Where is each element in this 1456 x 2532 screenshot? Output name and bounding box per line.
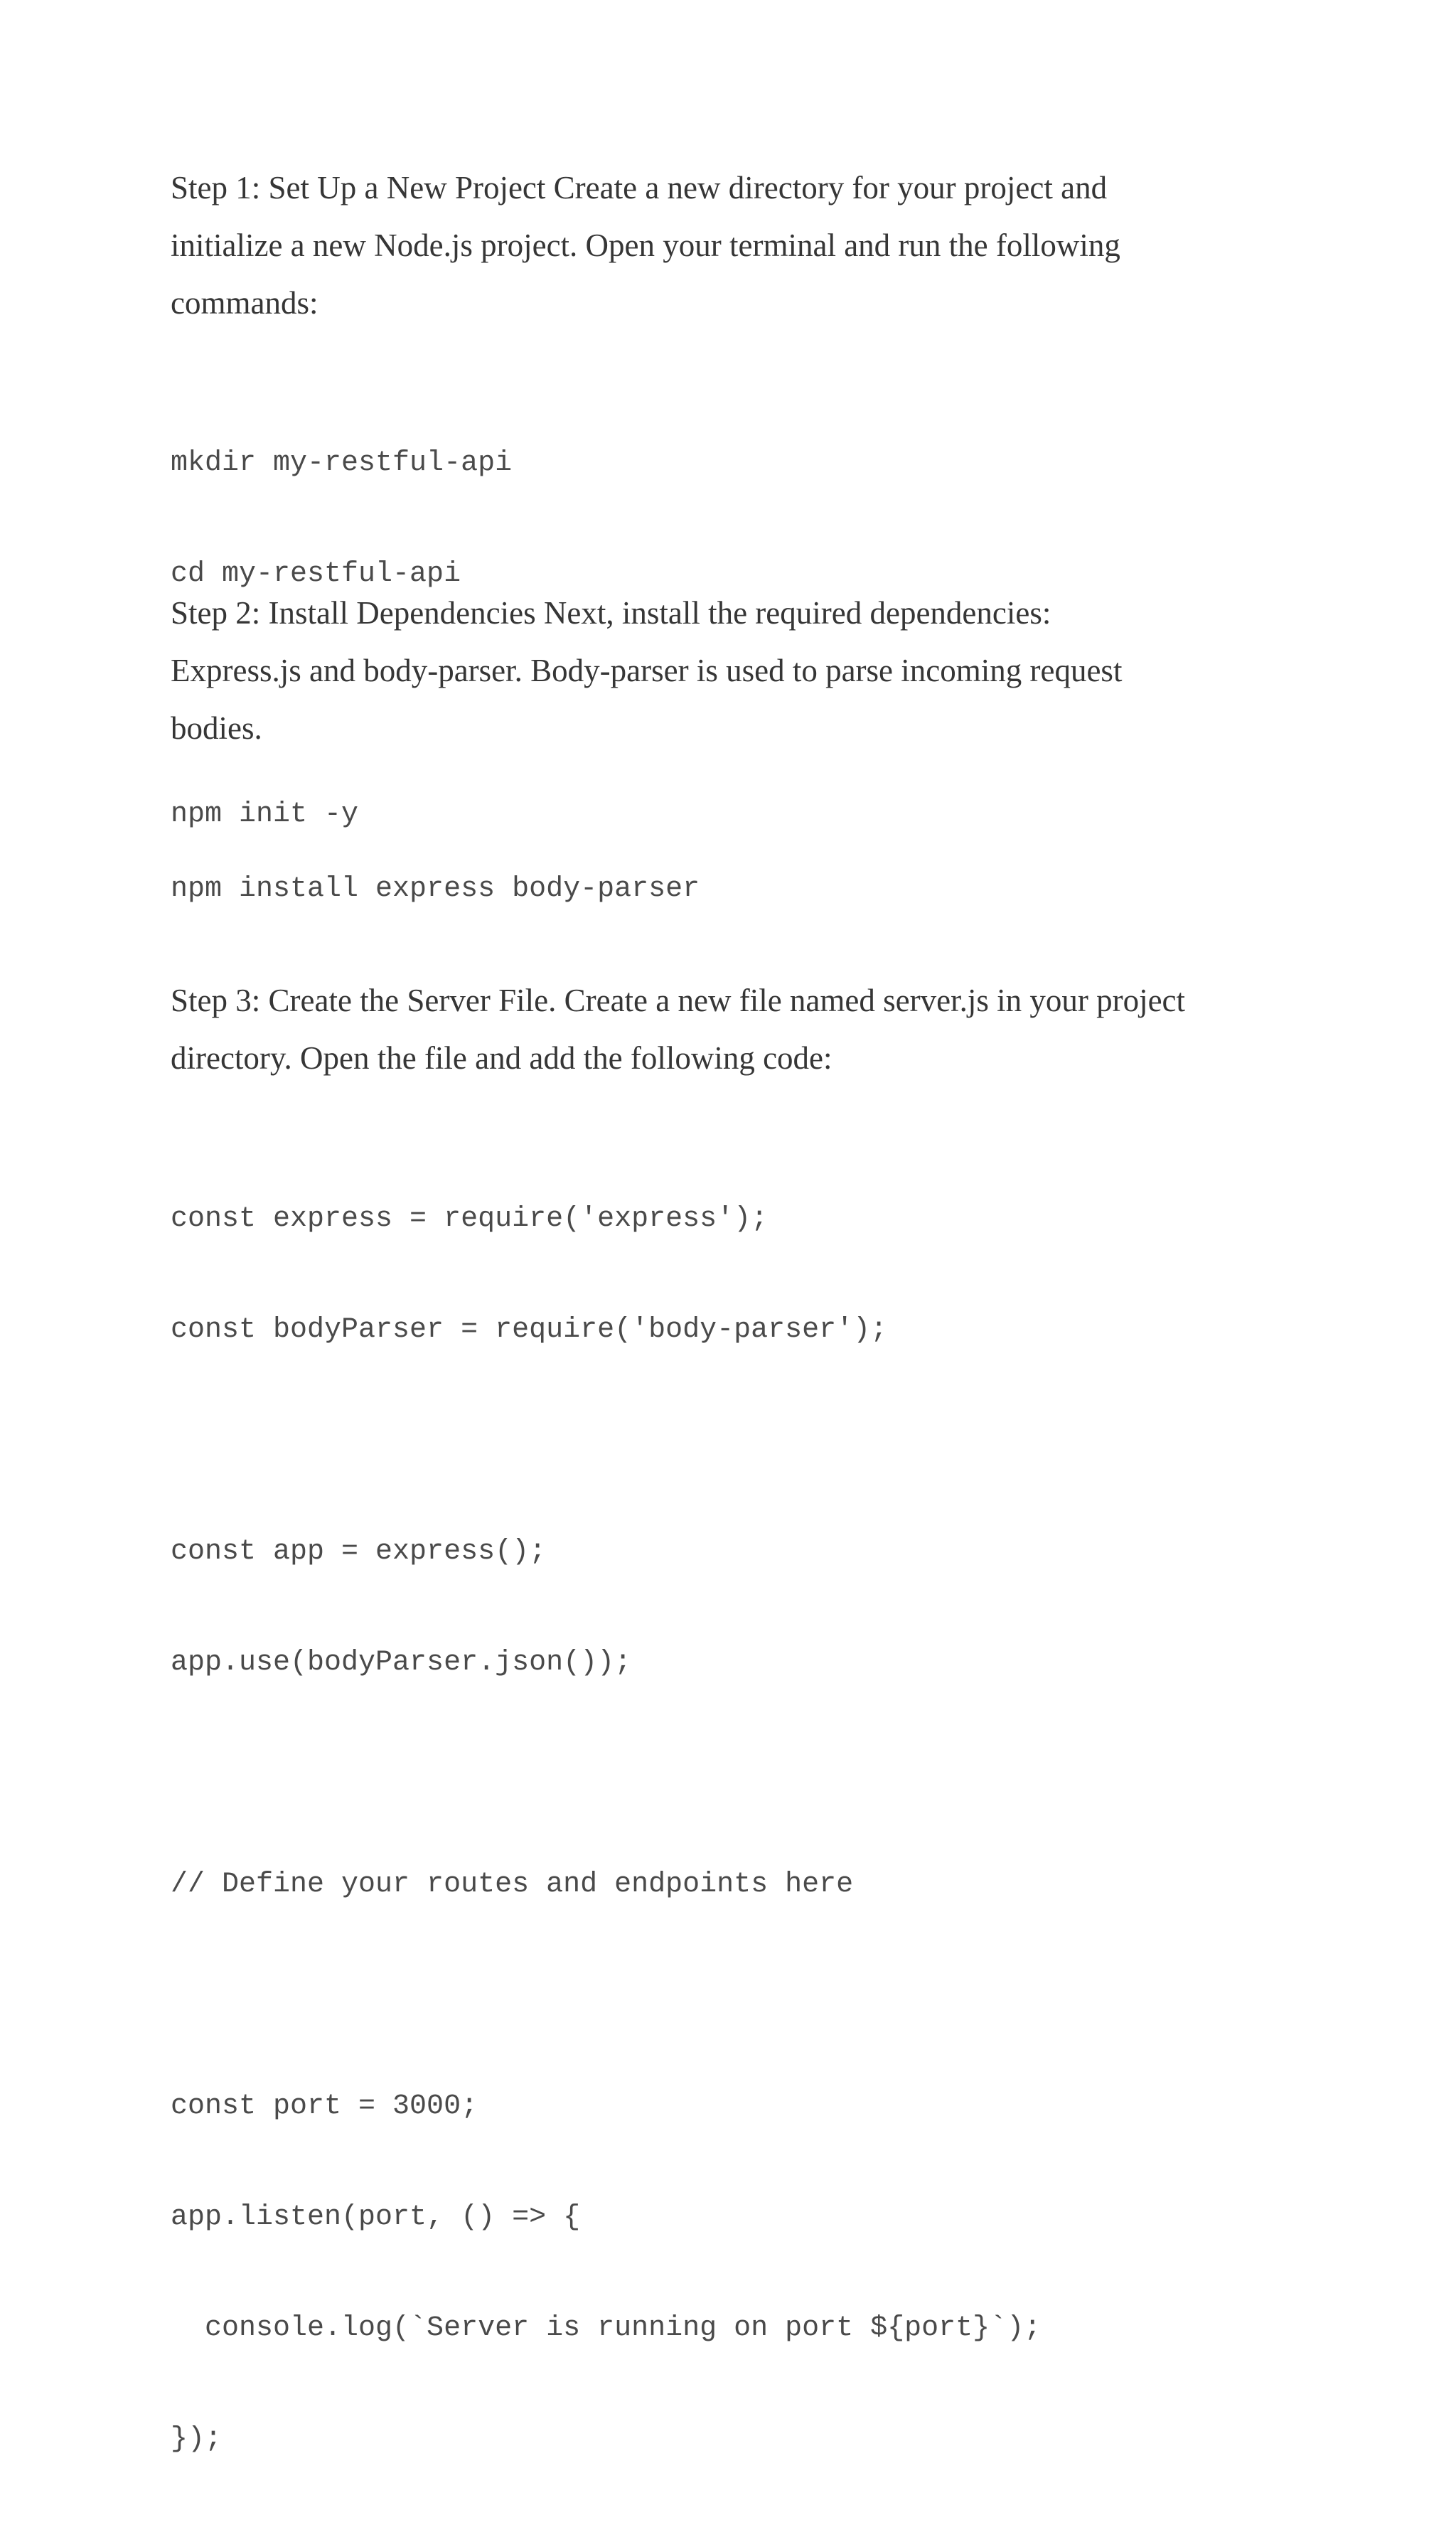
paragraph-line: initialize a new Node.js project. Open your terminal and run the following bbox=[171, 228, 1120, 263]
step-3-paragraph bbox=[171, 972, 1185, 1087]
step-1-paragraph bbox=[171, 159, 1120, 332]
paragraph-line: bodies. bbox=[171, 710, 262, 746]
code-line: const express = require('express'); bbox=[171, 1203, 769, 1235]
code-line: npm install express body-parser bbox=[171, 873, 700, 905]
code-block-server-js bbox=[171, 1127, 1041, 2532]
paragraph-line: Step 3: Create the Server File. Create a new file named server.js in your project bbox=[171, 983, 1186, 1018]
code-line bbox=[171, 1756, 1041, 1793]
code-line: // Define your routes and endpoints here bbox=[171, 1869, 854, 1901]
paragraph-line: Step 2: Install Dependencies Next, install the required dependencies: bbox=[171, 595, 1051, 631]
code-line: console.log(`Server is running on port ${port}`); bbox=[171, 2312, 1042, 2344]
code-line: app.listen(port, () => { bbox=[171, 2201, 581, 2233]
code-line bbox=[171, 1423, 1041, 1460]
code-line: }); bbox=[171, 2423, 223, 2455]
code-line: app.use(bodyParser.json()); bbox=[171, 1647, 632, 1679]
paragraph-line: Express.js and body-parser. Body-parser is used to parse incoming request bbox=[171, 653, 1123, 688]
paragraph-line: commands: bbox=[171, 285, 318, 321]
code-line bbox=[171, 1977, 1041, 2014]
paragraph-line: Step 1: Set Up a New Project Create a new directory for your project and bbox=[171, 170, 1108, 205]
step-2-paragraph bbox=[171, 584, 1122, 757]
code-line: const port = 3000; bbox=[171, 2090, 478, 2122]
code-line: npm init -y bbox=[171, 798, 359, 830]
code-line: const app = express(); bbox=[171, 1536, 547, 1568]
code-line: const bodyParser = require('body-parser'); bbox=[171, 1314, 888, 1346]
paragraph-line: directory. Open the file and add the following code: bbox=[171, 1040, 833, 1076]
code-line: cd my-restful-api bbox=[171, 558, 461, 590]
code-line: mkdir my-restful-api bbox=[171, 447, 513, 479]
code-block-install-command bbox=[171, 797, 700, 982]
